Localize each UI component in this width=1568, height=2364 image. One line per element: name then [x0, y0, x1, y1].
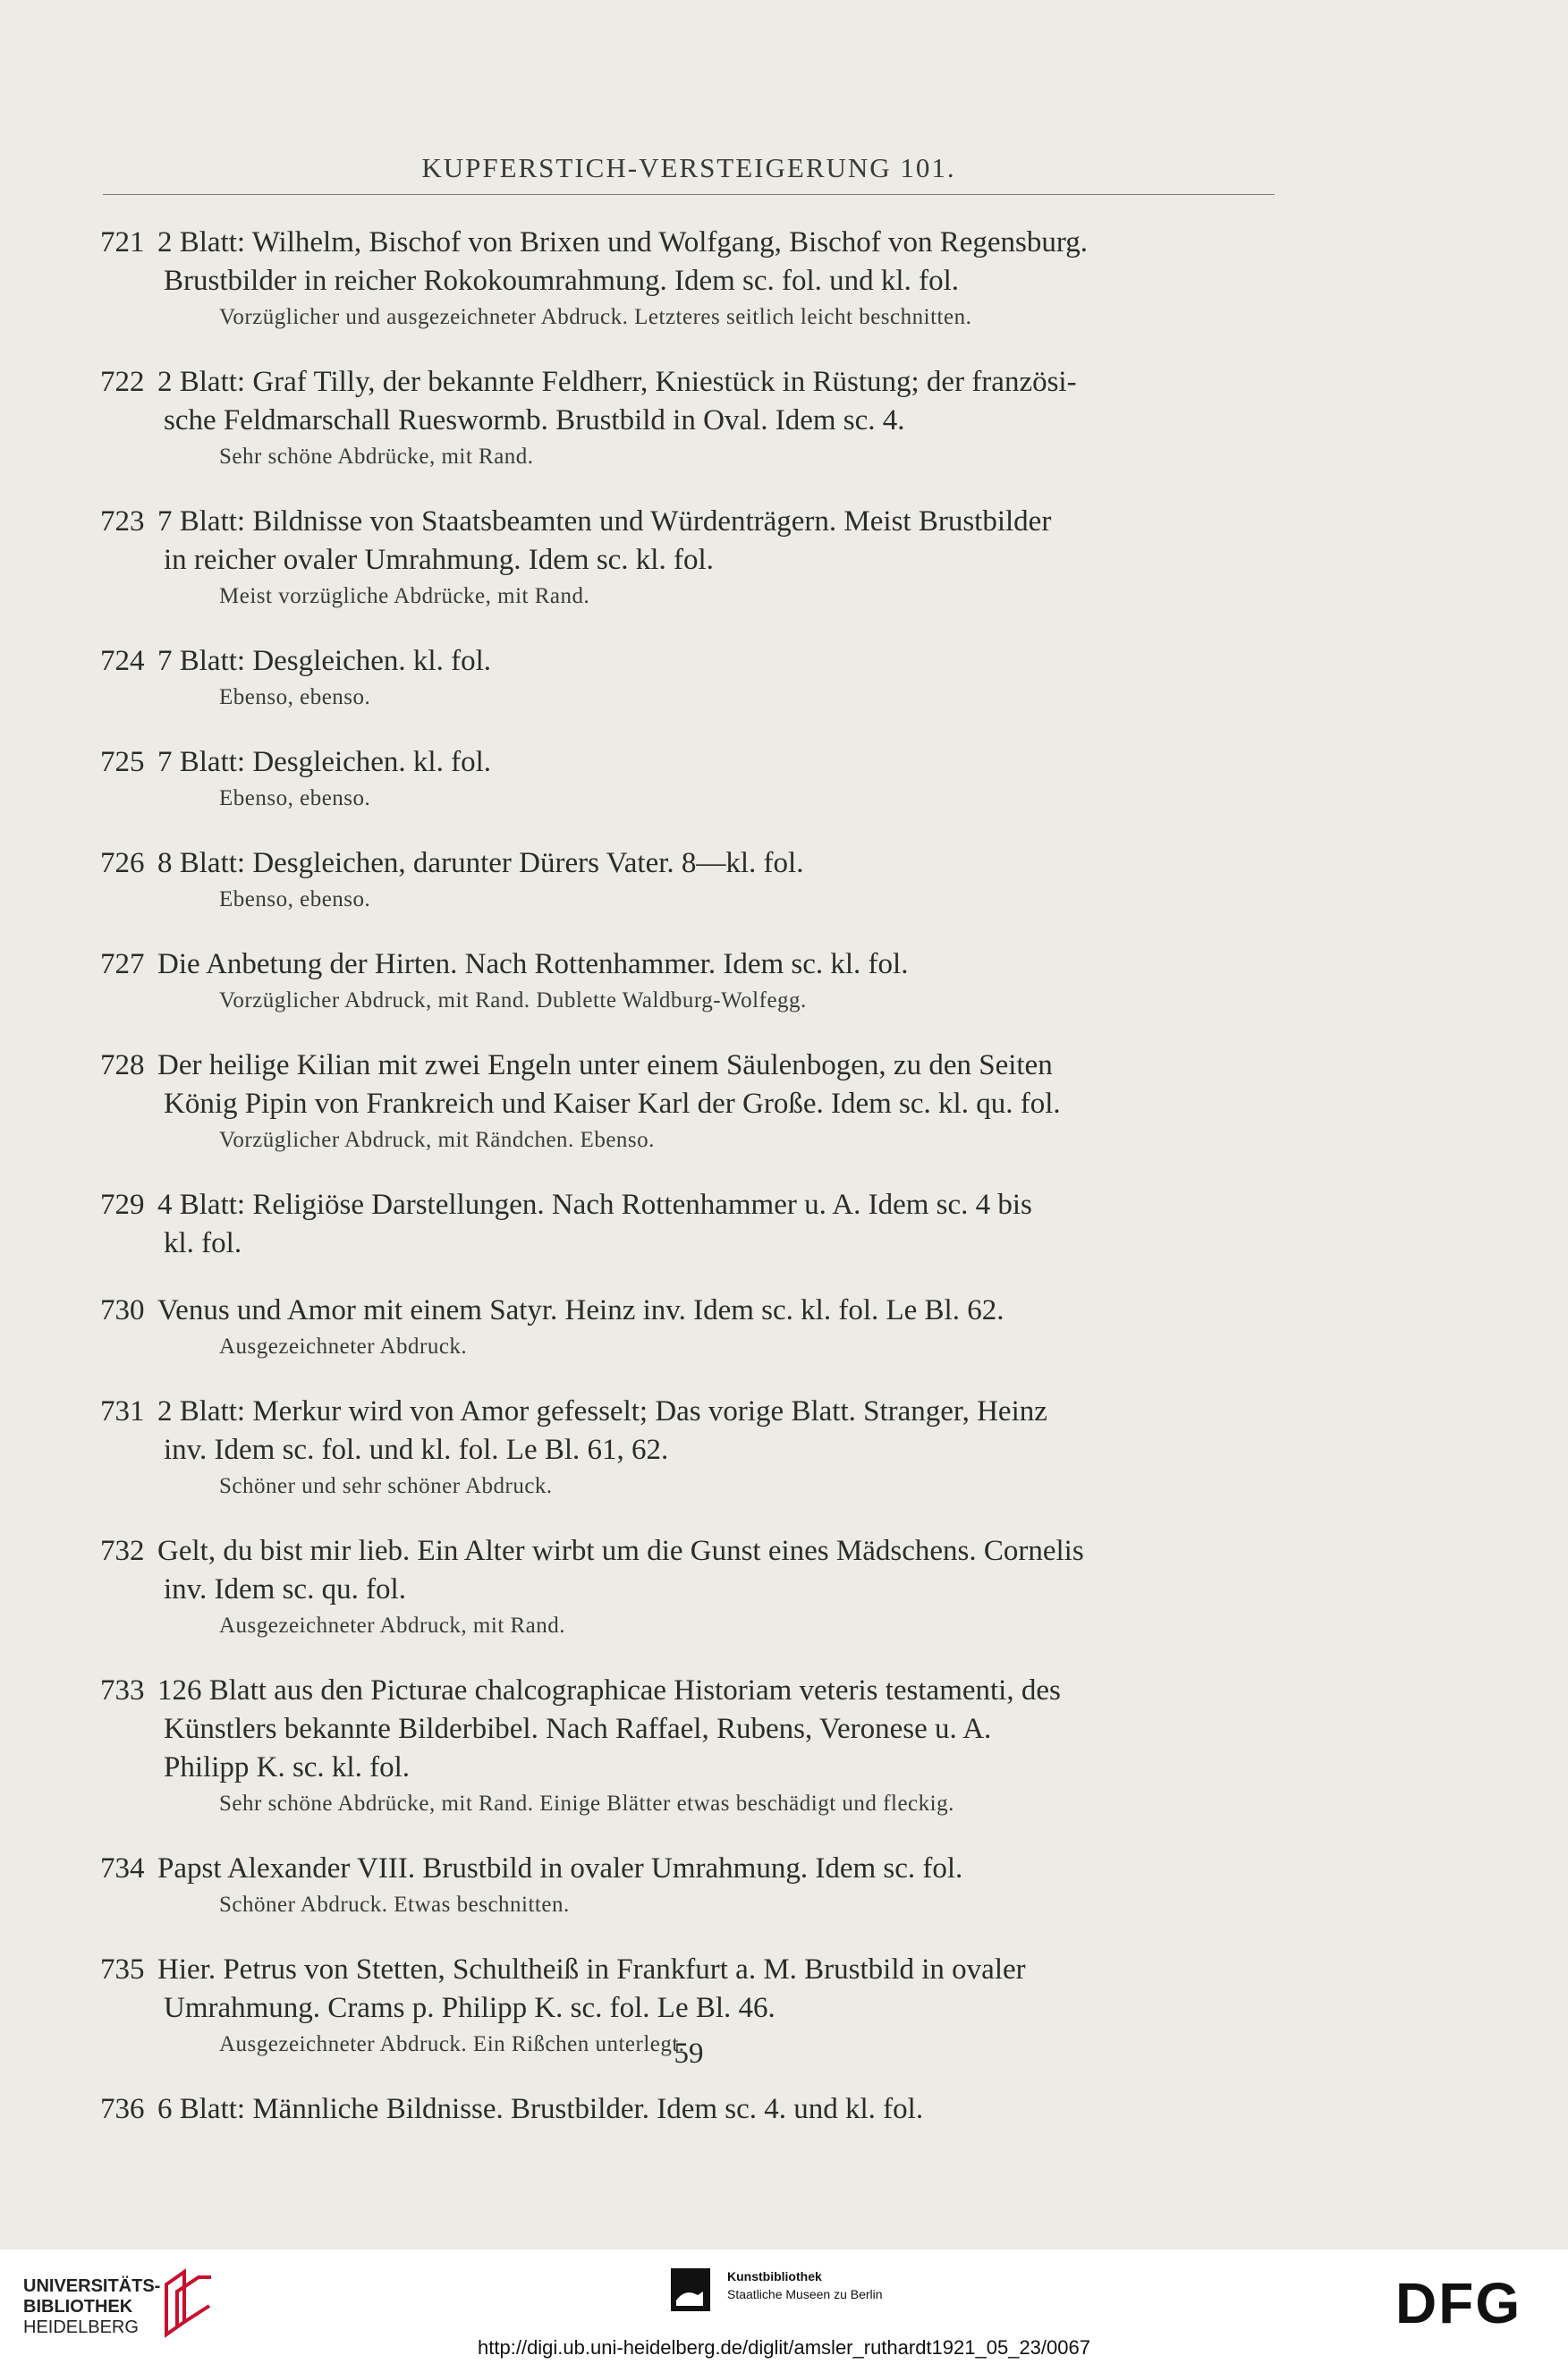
entry-text: Der heilige Kilian mit zwei Engeln unter einem Säulenbogen, zu den Seiten	[157, 1049, 1053, 1081]
entry-continuation-line	[100, 1224, 1277, 1263]
entry-text: Venus und Amor mit einem Satyr. Heinz inv. Idem sc. kl. fol. Le Bl. 62.	[157, 1294, 1004, 1326]
lot-number: 723	[100, 505, 145, 538]
entry-continuation-line	[100, 1571, 1277, 1609]
condition-note: Vorzüglicher Abdruck, mit Rändchen. Ebenso.	[219, 1128, 655, 1152]
library-name-line1: UNIVERSITÄTS-	[23, 2276, 161, 2296]
entry-text: Gelt, du bist mir lieb. Ein Alter wirbt um die Gunst eines Mädschens. Cornelis	[157, 1535, 1084, 1567]
entry-text: inv. Idem sc. qu. fol.	[164, 1573, 406, 1606]
lot-number: 722	[100, 366, 145, 398]
museum-logo-icon	[667, 2265, 714, 2319]
entry-text: Die Anbetung der Hirten. Nach Rottenhammer. Idem sc. kl. fol.	[157, 948, 909, 980]
catalogue-entry	[100, 1186, 1277, 1263]
entry-first-line	[100, 363, 1277, 402]
entry-text: 2 Blatt: Merkur wird von Amor gefesselt; Das vorige Blatt. Stranger, Heinz	[157, 1395, 1047, 1428]
entry-first-line	[100, 503, 1277, 541]
lot-number: 733	[100, 1674, 145, 1707]
entry-first-line	[100, 844, 1277, 883]
catalogue-entry	[100, 1046, 1277, 1157]
condition-note: Sehr schöne Abdrücke, mit Rand. Einige Blätter etwas beschädigt und fleckig.	[219, 1792, 954, 1816]
condition-note: Ausgezeichneter Abdruck, mit Rand.	[219, 1614, 566, 1638]
entry-first-line	[100, 1292, 1277, 1330]
condition-note: Vorzüglicher und ausgezeichneter Abdruck. Letzteres seitlich leicht beschnitten.	[219, 305, 972, 329]
catalogue-entry	[100, 844, 1277, 917]
lot-number: 724	[100, 645, 145, 677]
catalogue-entry	[100, 1850, 1277, 1922]
entry-text: inv. Idem sc. fol. und kl. fol. Le Bl. 61, 62.	[164, 1434, 669, 1466]
permalink-url[interactable]: http://digi.ub.uni-heidelberg.de/diglit/amsler_ruthardt1921_05_23/0067	[478, 2336, 1090, 2359]
museum-subtitle: Staatliche Museen zu Berlin	[727, 2287, 883, 2301]
header-rule	[103, 194, 1275, 195]
entry-continuation-line	[100, 1431, 1277, 1470]
lot-number: 727	[100, 948, 145, 980]
entry-text: sche Feldmarschall Rueswormb. Brustbild in Oval. Idem sc. 4.	[164, 404, 905, 436]
entry-first-line	[100, 2090, 1277, 2129]
lot-number: 729	[100, 1189, 145, 1221]
catalogue-entry	[100, 503, 1277, 614]
entry-text: 2 Blatt: Graf Tilly, der bekannte Feldherr, Kniestück in Rüstung; der französi-	[157, 366, 1077, 398]
entry-first-line	[100, 642, 1277, 681]
condition-note: Ausgezeichneter Abdruck. Ein Rißchen unterlegt.	[219, 2032, 685, 2056]
condition-note: Meist vorzügliche Abdrücke, mit Rand.	[219, 584, 590, 608]
condition-note: Ebenso, ebenso.	[219, 887, 371, 911]
catalogue-entry	[100, 2090, 1277, 2129]
entry-continuation-line	[100, 262, 1277, 301]
entry-text: in reicher ovaler Umrahmung. Idem sc. kl. fol.	[164, 544, 714, 576]
entry-text: 2 Blatt: Wilhelm, Bischof von Brixen und Wolfgang, Bischof von Regensburg.	[157, 226, 1089, 258]
entry-text: 7 Blatt: Bildnisse von Staatsbeamten und Würdenträgern. Meist Brustbilder	[157, 505, 1052, 538]
page-number: 59	[674, 2038, 704, 2070]
condition-note: Schöner und sehr schöner Abdruck.	[219, 1474, 553, 1498]
lot-number: 721	[100, 226, 145, 258]
condition-note: Sehr schöne Abdrücke, mit Rand.	[219, 445, 534, 469]
lot-number: 734	[100, 1852, 145, 1885]
entry-first-line	[100, 1046, 1277, 1085]
catalogue-entry	[100, 224, 1277, 335]
lot-number: 735	[100, 1953, 145, 1986]
catalogue-entry	[100, 363, 1277, 474]
condition-note: Ausgezeichneter Abdruck.	[219, 1335, 468, 1359]
lot-number: 731	[100, 1395, 145, 1428]
condition-note: Ebenso, ebenso.	[219, 786, 371, 810]
lot-number: 726	[100, 847, 145, 879]
catalogue-entry	[100, 743, 1277, 816]
catalogue-entry	[100, 1292, 1277, 1364]
entry-continuation-line	[100, 1749, 1277, 1787]
entry-continuation-line	[100, 1085, 1277, 1123]
catalogue-entry	[100, 642, 1277, 715]
entry-continuation-line	[100, 541, 1277, 580]
museum-name	[727, 2267, 883, 2303]
entry-text: Philipp K. sc. kl. fol.	[164, 1751, 411, 1784]
entry-continuation-line	[100, 1710, 1277, 1749]
condition-note: Ebenso, ebenso.	[219, 685, 371, 709]
entry-text: Brustbilder in reicher Rokokoumrahmung. Idem sc. fol. und kl. fol.	[164, 265, 960, 297]
entry-text: 4 Blatt: Religiöse Darstellungen. Nach Rottenhammer u. A. Idem sc. 4 bis	[157, 1189, 1032, 1221]
entry-first-line	[100, 1850, 1277, 1888]
entry-first-line	[100, 224, 1277, 262]
museum-title: Kunstbibliothek	[727, 2269, 822, 2284]
entry-continuation-line	[100, 402, 1277, 440]
entry-text: Künstlers bekannte Bilderbibel. Nach Raffael, Rubens, Veronese u. A.	[164, 1713, 992, 1745]
entry-text: König Pipin von Frankreich und Kaiser Karl der Große. Idem sc. kl. qu. fol.	[164, 1088, 1061, 1120]
dfg-logo: DFG	[1395, 2271, 1522, 2335]
running-head: KUPFERSTICH-VERSTEIGERUNG 101.	[421, 152, 956, 183]
condition-note: Vorzüglicher Abdruck, mit Rand. Dublette Waldburg-Wolfegg.	[219, 988, 807, 1013]
entry-first-line	[100, 743, 1277, 782]
entry-text: 126 Blatt aus den Picturae chalcographicae Historiam veteris testamenti, des	[157, 1674, 1061, 1707]
entry-text: kl. fol.	[164, 1227, 242, 1259]
entry-first-line	[100, 1672, 1277, 1710]
library-logo-icon	[157, 2265, 215, 2344]
entry-text: 7 Blatt: Desgleichen. kl. fol.	[157, 645, 492, 677]
entry-text: Hier. Petrus von Stetten, Schultheiß in Frankfurt a. M. Brustbild in ovaler	[157, 1953, 1026, 1986]
catalogue-entries	[100, 224, 1277, 2157]
entry-text: Umrahmung. Crams p. Philipp K. sc. fol. Le Bl. 46.	[164, 1992, 776, 2024]
entry-first-line	[100, 1393, 1277, 1431]
library-name-line3: HEIDELBERG	[23, 2317, 139, 2337]
catalogue-entry	[100, 945, 1277, 1018]
entry-text: 8 Blatt: Desgleichen, darunter Dürers Vater. 8—kl. fol.	[157, 847, 804, 879]
catalogue-entry	[100, 1532, 1277, 1643]
library-name-line2: BIBLIOTHEK	[23, 2297, 133, 2317]
lot-number: 730	[100, 1294, 145, 1326]
library-name	[23, 2276, 160, 2338]
entry-first-line	[100, 945, 1277, 984]
entry-first-line	[100, 1532, 1277, 1571]
entry-text: Papst Alexander VIII. Brustbild in ovaler Umrahmung. Idem sc. fol.	[157, 1852, 963, 1885]
catalogue-entry	[100, 1393, 1277, 1504]
entry-continuation-line	[100, 1989, 1277, 2028]
catalogue-entry	[100, 1672, 1277, 1821]
entry-first-line	[100, 1186, 1277, 1224]
entry-text: 7 Blatt: Desgleichen. kl. fol.	[157, 746, 492, 778]
lot-number: 736	[100, 2093, 145, 2125]
lot-number: 728	[100, 1049, 145, 1081]
condition-note: Schöner Abdruck. Etwas beschnitten.	[219, 1893, 570, 1917]
entry-first-line	[100, 1951, 1277, 1989]
entry-text: 6 Blatt: Männliche Bildnisse. Brustbilder. Idem sc. 4. und kl. fol.	[157, 2093, 924, 2125]
lot-number: 732	[100, 1535, 145, 1567]
lot-number: 725	[100, 746, 145, 778]
